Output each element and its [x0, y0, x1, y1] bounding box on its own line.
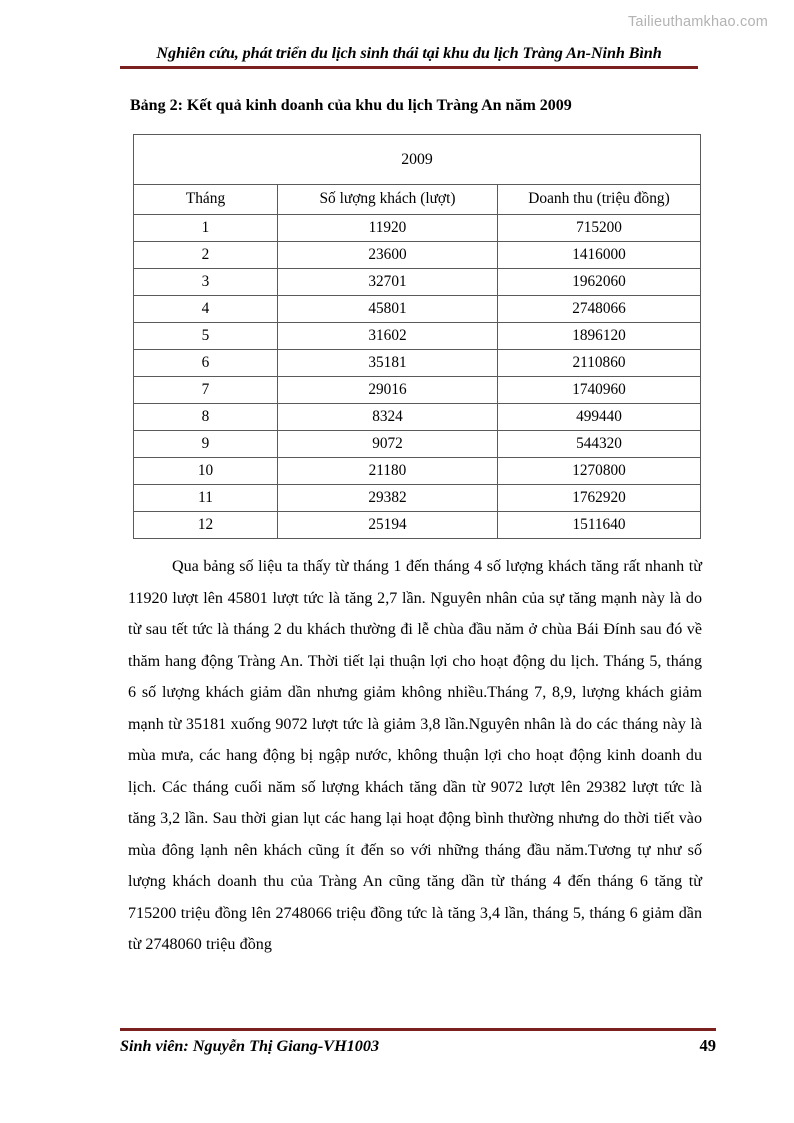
cell-visitors: 11920 [278, 215, 498, 242]
header-rule [120, 66, 698, 69]
cell-visitors: 8324 [278, 404, 498, 431]
running-header [120, 44, 698, 69]
table-row [134, 350, 701, 377]
cell-month: 1 [134, 215, 278, 242]
cell-visitors: 31602 [278, 323, 498, 350]
cell-revenue: 1416000 [498, 242, 701, 269]
cell-visitors: 45801 [278, 296, 498, 323]
table-year-row [134, 135, 701, 185]
table-row [134, 296, 701, 323]
table-row [134, 323, 701, 350]
cell-revenue: 2748066 [498, 296, 701, 323]
cell-visitors: 21180 [278, 458, 498, 485]
table-row [134, 215, 701, 242]
cell-revenue: 1270800 [498, 458, 701, 485]
cell-month: 3 [134, 269, 278, 296]
body-paragraph: Qua bảng số liệu ta thấy từ tháng 1 đến tháng 4 số lượng khách tăng rất nhanh từ 11920 lượt lên 45801 lượt tức là tăng 2,7 lần. Nguyên nhân của sự tăng mạnh này là do từ sau tết tức là tháng 2 du khách thường đi lễ chùa đầu năm ở chùa Bái Đính sau đó về thăm hang động Tràng An. Thời tiết lại thuận lợi cho hoạt động du lịch. Tháng 5, tháng 6 số lượng khách giảm dần nhưng giảm không nhiều.Tháng 7, 8,9, lượng khách giảm mạnh từ 35181 xuống 9072 lượt tức là giảm 3,8 lần.Nguyên nhân là do các tháng này là mùa mưa, các hang động bị ngập nước, không thuận lợi cho hoạt động kinh doanh du lịch. Các tháng cuối năm số lượng khách tăng dần từ 9072 lượt lên 29382 lượt tức là tăng 3,2 lần. Sau thời gian lụt các hang lại hoạt động bình thường nhưng do thời tiết vào mùa đông lạnh nên khách cũng ít đến so với những tháng đầu năm.Tương tự như số lượng khách doanh thu của Tràng An cũng tăng dần từ tháng 4 đến tháng 6 tăng từ 715200 triệu đồng lên 2748066 triệu đồng tức là tăng 3,4 lần, tháng 5, tháng 6 giảm dần từ 2748060 triệu đồng [128, 558, 702, 953]
cell-visitors: 29382 [278, 485, 498, 512]
column-header-visitors: Số lượng khách (lượt) [278, 185, 498, 215]
cell-revenue: 1740960 [498, 377, 701, 404]
cell-revenue: 1511640 [498, 512, 701, 539]
table-row [134, 242, 701, 269]
table-row [134, 512, 701, 539]
column-header-month: Tháng [134, 185, 278, 215]
table-row [134, 485, 701, 512]
header-title: Nghiên cứu, phát triển du lịch sinh thái tại khu du lịch Tràng An-Ninh Bình [156, 44, 662, 62]
table-row [134, 377, 701, 404]
results-table [133, 134, 701, 539]
table-row [134, 269, 701, 296]
cell-revenue: 544320 [498, 431, 701, 458]
cell-visitors: 35181 [278, 350, 498, 377]
column-header-revenue: Doanh thu (triệu đồng) [498, 185, 701, 215]
cell-month: 6 [134, 350, 278, 377]
table-row [134, 431, 701, 458]
results-table-wrapper [133, 134, 700, 539]
footer-rule [120, 1028, 716, 1031]
cell-month: 12 [134, 512, 278, 539]
cell-revenue: 715200 [498, 215, 701, 242]
table-row [134, 458, 701, 485]
cell-month: 5 [134, 323, 278, 350]
cell-month: 8 [134, 404, 278, 431]
cell-month: 7 [134, 377, 278, 404]
cell-visitors: 29016 [278, 377, 498, 404]
cell-month: 9 [134, 431, 278, 458]
cell-visitors: 25194 [278, 512, 498, 539]
page-footer [120, 1028, 716, 1056]
cell-visitors: 23600 [278, 242, 498, 269]
cell-month: 10 [134, 458, 278, 485]
cell-month: 2 [134, 242, 278, 269]
footer-author: Sinh viên: Nguyễn Thị Giang-VH1003 [120, 1037, 380, 1055]
footer-row [120, 1036, 716, 1056]
cell-visitors: 9072 [278, 431, 498, 458]
table-header-row [134, 185, 701, 215]
table-row [134, 404, 701, 431]
cell-visitors: 32701 [278, 269, 498, 296]
cell-revenue: 1896120 [498, 323, 701, 350]
table-caption: Bảng 2: Kết quả kinh doanh của khu du lịch Tràng An năm 2009 [130, 97, 572, 114]
cell-revenue: 2110860 [498, 350, 701, 377]
cell-month: 11 [134, 485, 278, 512]
footer-page-number: 49 [699, 1036, 716, 1055]
cell-revenue: 1962060 [498, 269, 701, 296]
cell-month: 4 [134, 296, 278, 323]
table-year-label: 2009 [134, 135, 701, 185]
site-watermark: Tailieuthamkhao.com [627, 14, 768, 30]
cell-revenue: 499440 [498, 404, 701, 431]
cell-revenue: 1762920 [498, 485, 701, 512]
